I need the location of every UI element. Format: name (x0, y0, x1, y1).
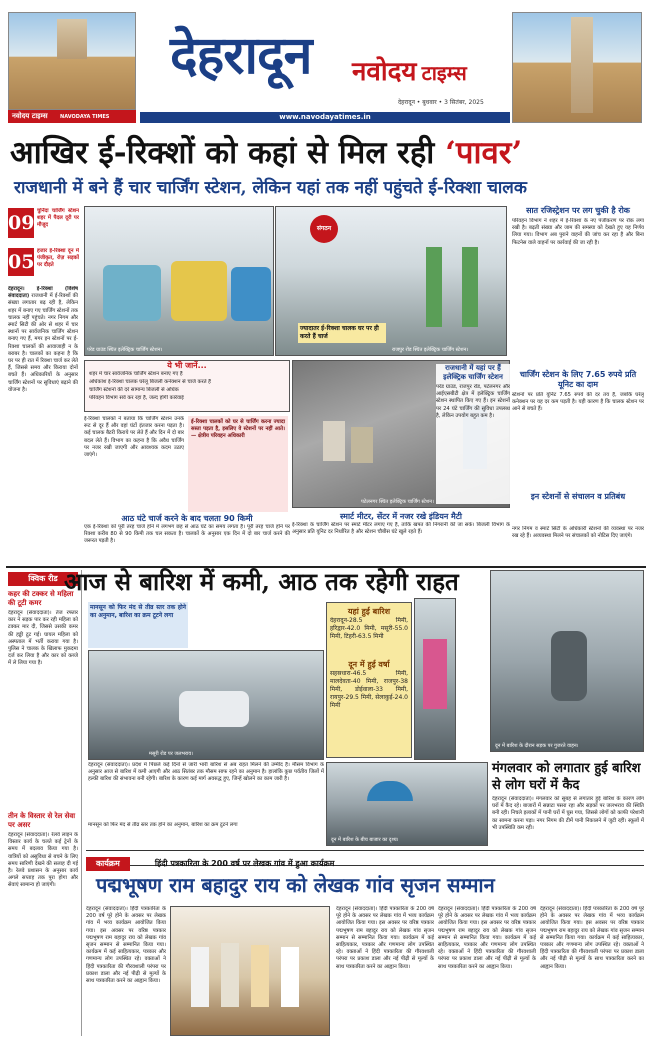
rain-story-headline: मंगलवार को लगातार हुई बारिश से लोग घरों में कैद (492, 761, 641, 793)
left-brief-2 (8, 812, 78, 1036)
facts-box-title: ये भी जानें... (167, 361, 207, 370)
e-rickshaw-shape (171, 261, 227, 321)
masthead-website-bar (140, 112, 510, 123)
charging-pillar (426, 247, 442, 327)
lead-quote: ई-रिक्शा चालकों को घर से चार्जिंग करना ज्यादा सस्ता पड़ता है, इसलिए वे स्टेशनों पर नहीं आते। — क्षेत्रीय परिवहन अधिकारी (188, 416, 288, 512)
stat-number: 09 (8, 208, 34, 238)
rain-box-title-2: दून में हुई वर्षा (348, 660, 390, 669)
lead-intro-byline: देहरादून। ई-रिक्शा (विशेष संवाददाता) (8, 286, 78, 300)
lead-headline-text: आखिर ई-रिक्शों को कहां से मिल रही (10, 135, 435, 171)
lead-subheadline: राजधानी में बने हैं चार चार्जिंग स्टेशन, लेकिन यहां तक नहीं पहुंचते ई-रिक्शा चालक (14, 178, 527, 198)
brief-text: देहरादून (संवाददाता)। रेलवे लाइन के विस्तार कार्य के चलते कई ट्रेनों के समय में बदलाव किया गया है। यात्रियों को असुविधा से बचने के लिए समय सारिणी देखने की सलाह दी गई है। रेलवे प्रशासन के अनुसार कार्य अगले सप्ताह तक पूरा होगा और सेवाएं सामान्य हो जाएंगी। (8, 832, 78, 889)
lead-intro-text: राजधानी में ई-रिक्शों की संख्या लगातार बढ़ रही है, लेकिन शहर में बनाए गए चार्जिंग स्टेशनों तक चालक नहीं पहुंचते। नगर निगम और स्मार्ट सिटी की ओर से शहर में चार स्थानों पर सार्वजनिक चार्जिंग स्टेशन बनाए गए हैं, मगर इन स्टेशनों पर ई-रिक्शा चालकों की आवाजाही न के बराबर है। चालकों का कहना है कि घर पर ही रात में रिक्शा चार्ज कर लेते हैं, जिससे समय और किराया दोनों बचते हैं। अधिकारियों के अनुसार चार्जिंग स्टेशनों पर सुविधाएं बढ़ाने की योजना है। (8, 293, 78, 393)
left-brief-1 (8, 590, 78, 810)
stat-text: चुनिंदा चार्जिंग स्टेशन शहर में पैदल दूरी पर मौजूद (37, 208, 79, 229)
reg-text: परिवहन विभाग ने शहर में ई-रिक्शा के नए पंजीकरण पर रोक लगा रखी है। बढ़ती संख्या और जाम की समस्या को देखते हुए यह निर्णय लिया गया। विभाग अब पुराने वाहनों की जांच कर रहा है और बिना फिटनेस वाले वाहनों पर कार्रवाई की जा रही है। (512, 218, 644, 246)
lead-intro (8, 286, 78, 564)
event-text-col-1: देहरादून (संवाददाता)। हिंदी पत्रकारिता के 200 वर्ष पूरे होने के अवसर पर लेखक गांव में भव्य कार्यक्रम आयोजित किया गया। इस अवसर पर वरिष्ठ पत्रकार पद्मभूषण राम बहादुर राय को लेखक गांव सृजन सम्मान से सम्मानित किया गया। कार्यक्रम में कई साहित्यकार, पत्रकार और गणमान्य लोग उपस्थित रहे। वक्ताओं ने हिंदी पत्रकारिता की गौरवशाली परंपरा पर प्रकाश डाला और नई पीढ़ी से मूल्यों के साथ पत्रकारिता करने का आह्वान किया। (86, 906, 166, 985)
event-text-col-2: देहरादून (संवाददाता)। हिंदी पत्रकारिता के 200 वर्ष पूरे होने के अवसर पर लेखक गांव में भव्य कार्यक्रम आयोजित किया गया। इस अवसर पर वरिष्ठ पत्रकार पद्मभूषण राम बहादुर राय को लेखक गांव सृजन सम्मान से सम्मानित किया गया। कार्यक्रम में कई साहित्यकार, पत्रकार और गणमान्य लोग उपस्थित रहे। वक्ताओं ने हिंदी पत्रकारिता की गौरवशाली परंपरा पर प्रकाश डाला और नई पीढ़ी से मूल्यों के साथ पत्रकारिता करने का आह्वान किया। (336, 906, 434, 970)
photo-badge: संगठन (310, 215, 338, 243)
weather-photo-2 (414, 598, 456, 760)
weather-text-continued: मानसून को फिर मंद से तीव्र स्तर तक होने का अनुमान, बारिश का क्रम टूटने लगा (88, 822, 238, 828)
weather-note: मानसून को फिर मंद से तीव्र स्तर तक होने का अनुमान, बारिश का क्रम टूटने लगा (88, 602, 188, 648)
person-shape (323, 421, 345, 461)
stat-box-2 (8, 248, 78, 282)
lead-photo-2 (275, 206, 507, 356)
masthead-title-navodaya: नवोदय (352, 57, 417, 87)
facts-list (85, 371, 289, 403)
masthead-right-photo (512, 12, 642, 123)
range-headline: आठ घंटे चार्ज करने के बाद चलता 90 किमी (121, 514, 253, 523)
person-shape (221, 943, 239, 1007)
facts-item: चार्जिंग स्टेशनों की दरें सामान्य बिजली से अधिक (89, 387, 179, 393)
photo-caption: पटेलनगर स्थित इलेक्ट्रिक चार्जिंग स्टेशन। (361, 499, 434, 505)
event-text-col-4: देहरादून (संवाददाता)। हिंदी पत्रकारिता के 200 वर्ष पूरे होने के अवसर पर लेखक गांव में भव्य कार्यक्रम आयोजित किया गया। इस अवसर पर वरिष्ठ पत्रकार पद्मभूषण राम बहादुर राय को लेखक गांव सृजन सम्मान से सम्मानित किया गया। कार्यक्रम में कई साहित्यकार, पत्रकार और गणमान्य लोग उपस्थित रहे। वक्ताओं ने हिंदी पत्रकारिता की गौरवशाली परंपरा पर प्रकाश डाला और नई पीढ़ी से मूल्यों के साथ पत्रकारिता करने का आह्वान किया। (540, 906, 644, 970)
quick-read-text: क्विक रीड (28, 574, 58, 583)
person-shape (281, 947, 299, 1007)
scooter-shape (551, 631, 587, 701)
masthead-title-times: टाइम्स (421, 61, 467, 85)
person-shape (251, 945, 269, 1007)
lead-col2-text: ई-रिक्शा चालकों ने बताया कि चार्जिंग स्टेशन उनके रूट से दूर हैं और वहां घंटों इंतजार करना पड़ता है। कई चालक बैटरी किराये पर लेते हैं और दिन में दो बार बदल लेते हैं। विभाग का कहना है कि अवैध चार्जिंग पर नजर रखी जाएगी और आवश्यक कदम उठाए जाएंगे। (84, 416, 184, 459)
photo-caption: दून में बारिश के बीच बाजार का दृश्य। (331, 837, 399, 843)
rain-box-title: यहां हुई बारिश (347, 607, 391, 616)
masthead-strip-hindi: नवोदय टाइम्स (12, 112, 48, 120)
rain-box-text-2: सहस्रधारा-46.5 मिमी, मालदेवता-40 मिमी, राजपुर-38 मिमी, डोईवाला-33 मिमी, रायपुर-29.5 मिमी, सेलाकुई-24.0 मिमी (330, 670, 408, 709)
umbrella-shape (367, 781, 413, 801)
weather-photo-3 (490, 570, 644, 752)
facts-box (84, 360, 290, 412)
weather-text-extra (88, 822, 324, 846)
range-text: एक ई-रिक्शा को पूरी तरह चार्ज होने में लगभग छह से आठ घंटे का समय लगता है। पूरी तरह चार्ज होने पर रिक्शा करीब 80 से 90 किमी तक चल सकता है। चालकों के अनुसार एक दिन में दो बार चार्ज करने की जरूरत पड़ती है। (84, 524, 290, 545)
weather-headline: आज से बारिश में कमी, आठ तक रहेगी राहत (64, 567, 459, 596)
photo-caption: परेड ग्राउंड स्थित इलेक्ट्रिक चार्जिंग स्टेशन। (87, 347, 163, 353)
building-image (57, 19, 87, 59)
event-photo (170, 906, 330, 1036)
stat-number: 05 (8, 248, 34, 276)
rain-story-text: देहरादून (संवाददाता)। मंगलवार को सुबह से लगातार हुई बारिश के कारण लोग घरों में कैद रहे। बाजारों में सन्नाटा पसरा रहा और सड़कों पर जलभराव की स्थिति बनी रही। निचले इलाकों में पानी घरों में घुस गया, जिससे लोगों को काफी परेशानी का सामना करना पड़ा। नगर निगम की टीमें पानी निकालने में जुटी रहीं। स्कूलों में भी उपस्थिति कम रही। (492, 796, 644, 831)
rain-box (326, 602, 412, 758)
person-shape (191, 947, 209, 1007)
stat-box-1 (8, 208, 78, 246)
charging-pillar (462, 247, 478, 327)
ops-text: नगर निगम व स्मार्ट सिटी के अधिकारी स्टेशनों की व्यवस्था पर नजर रख रहे हैं। अव्यवस्था मिलने पर संचालकों को नोटिस दिए जाएंगे। (512, 526, 644, 540)
event-section-label: कार्यक्रम (86, 857, 130, 871)
brief-title: तीन के विस्तार से रेल सेवा पर असर (8, 812, 76, 829)
right-column (512, 206, 644, 550)
masthead-strip-english: NAVODAYA TIMES (60, 114, 110, 120)
event-section-bar (86, 850, 644, 866)
e-rickshaw-shape (231, 267, 271, 321)
sidebar-text: परेड ग्राउंड, राजपुर रोड, पटेलनगर और आईएसबीटी क्षेत्र में इलेक्ट्रिक चार्जिंग स्टेशन स्थापित किए गए हैं। इन स्टेशनों पर 24 घंटे चार्जिंग की सुविधा उपलब्ध है, लेकिन उपयोग बहुत कम है। (436, 384, 510, 419)
photo-callout: ज्यादातर ई-रिक्शा चालक घर पर ही करते हैं चार्ज (298, 323, 386, 343)
e-rickshaw-shape (103, 265, 161, 321)
reg-title: सात रजिस्ट्रेशन पर लग चुकी है रोक (526, 206, 630, 215)
range-story (84, 514, 290, 566)
photo-caption: दून में बारिश के दौरान सड़क पर गुजरते वाहन। (495, 743, 579, 749)
masthead-title-navodaya-times (352, 52, 467, 88)
charge-title: चार्जिंग स्टेशन के लिए 7.65 रुपये प्रति यूनिट का दाम (519, 370, 637, 389)
smart-story (292, 512, 510, 566)
stat-text: हजार ई-रिक्शा दून में पंजीकृत, रोज़ सड़कों पर दौड़ते (37, 248, 79, 269)
lead-headline (10, 133, 650, 173)
person-shape (351, 427, 373, 463)
weather-photo-4 (326, 762, 488, 846)
clock-tower-image (571, 17, 593, 113)
event-headline: पद्मभूषण राम बहादुर राय को लेखक गांव सृजन सम्मान (96, 873, 495, 897)
weather-text: देहरादून (संवाददाता)। प्रदेश में पिछले कई दिनों से जारी भारी बारिश से अब राहत मिलने की उम्मीद है। मौसम विभाग के अनुसार आज से बारिश में कमी आएगी और आठ सितंबर तक मौसम साफ रहने का अनुमान है। हालांकि कुछ पर्वतीय जिलों में हल्की बारिश की संभावना बनी रहेगी। बारिश के कारण कई मार्ग अवरुद्ध हुए, जिन्हें खोलने का काम जारी है। (88, 762, 324, 783)
masthead-left-strip (8, 110, 136, 123)
facts-item: परिवहन विभाग सर्वे कर रहा है, जल्द होगी कार्रवाई (89, 395, 184, 401)
masthead-left-photo (8, 12, 136, 110)
photo-caption: राजपुर रोड स्थित इलेक्ट्रिक चार्जिंग स्टेशन। (392, 347, 469, 353)
smart-text: ई-रिक्शा के चार्जिंग स्टेशन पर स्मार्ट मीटर लगाए गए हैं, ताकि खपत की निगरानी की जा सके। बिजली विभाग के अनुसार प्रति यूनिट दर निर्धारित है और स्टेशन चौबीस घंटे खुले रहते हैं। (292, 522, 510, 536)
ops-title: इन स्टेशनों से संचालन व प्रतिबंध (530, 492, 626, 501)
car-shape (179, 691, 249, 727)
masthead-title-dehradun: देहरादून (170, 25, 312, 86)
brief-title: कहर की टक्कर से महिला की टूटी कमर (8, 590, 74, 607)
lead-headline-highlight: ‘पावर’ (445, 135, 523, 171)
brief-text: देहरादून (संवाददाता)। तेज रफ्तार कार ने सड़क पार कर रही महिला को टक्कर मार दी, जिससे उसकी कमर की हड्डी टूट गई। घायल महिला को अस्पताल में भर्ती कराया गया है। पुलिस ने चालक के खिलाफ मुकदमा दर्ज कर लिया है और कार को कब्जे में ले लिया गया है। (8, 610, 78, 667)
charge-text: स्टेशनों पर प्रति यूनिट 7.65 रुपये की दर तय है, जबकि घरेलू कनेक्शन पर यह दर कम पड़ती है। यही कारण है कि चालक स्टेशन पर आने से बचते हैं। (512, 392, 644, 413)
facts-item: अधिकांश ई-रिक्शा चालक घरेलू बिजली कनेक्शन से चार्ज करते हैं (89, 379, 211, 385)
weather-photo-1 (88, 650, 324, 760)
masthead (0, 0, 650, 128)
event-section-title: हिंदी पत्रकारिता के 200 वर्ष पर लेखक गांव में हुआ कार्यक्रम (154, 859, 335, 868)
masthead-dateline: देहरादून • बुधवार • 3 सितंबर, 2025 (398, 99, 484, 106)
facts-item: शहर में चार सार्वजनिक चार्जिंग स्टेशन बनाए गए हैं (89, 371, 183, 377)
event-text-col-3: देहरादून (संवाददाता)। हिंदी पत्रकारिता के 200 वर्ष पूरे होने के अवसर पर लेखक गांव में भव्य कार्यक्रम आयोजित किया गया। इस अवसर पर वरिष्ठ पत्रकार पद्मभूषण राम बहादुर राय को लेखक गांव सृजन सम्मान से सम्मानित किया गया। कार्यक्रम में कई साहित्यकार, पत्रकार और गणमान्य लोग उपस्थित रहे। वक्ताओं ने हिंदी पत्रकारिता की गौरवशाली परंपरा पर प्रकाश डाला और नई पीढ़ी से मूल्यों के साथ पत्रकारिता करने का आह्वान किया। (438, 906, 536, 970)
person-shape (423, 639, 447, 709)
smart-headline: स्मार्ट मीटर, सेंटर में नजर रखे इंडियन मैटी (340, 512, 462, 521)
lead-sidebar (436, 364, 510, 504)
rain-box-text: देहरादून-28.5 मिमी, हरिद्वार-42.0 मिमी, मसूरी-55.0 मिमी, टिहरी-63.5 मिमी (330, 617, 408, 640)
column-divider (81, 570, 82, 1036)
lead-photo-1 (84, 206, 274, 356)
website-link[interactable]: www.navodayatimes.in (279, 113, 371, 121)
sidebar-title: राजधानी में यहां पर हैं इलेक्ट्रिक चार्जिंग स्टेशन (443, 364, 503, 381)
photo-caption: मसूरी रोड पर जलभराव। (149, 751, 194, 757)
